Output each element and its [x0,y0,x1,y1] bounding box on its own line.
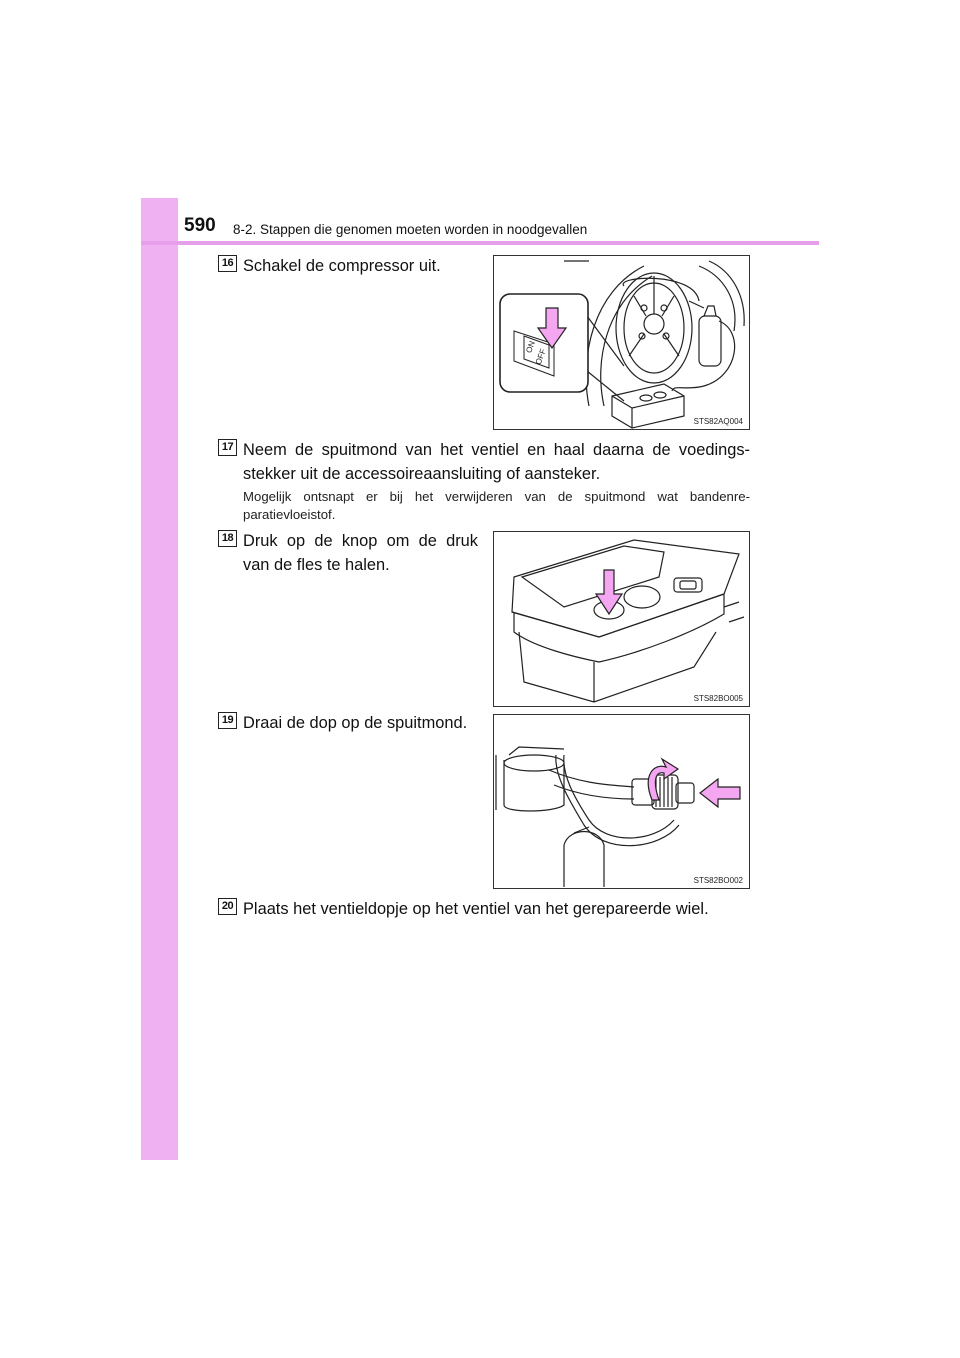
figure-compressor-off [493,255,750,430]
arrow-left-icon [700,779,740,807]
step-17-note-line1: Mogelijk ontsnapt er bij het verwijderen van de spuitmond wat bandenre- [243,489,750,504]
step-17-text-line2: stekker uit de accessoireaansluiting of aansteker. [243,465,601,483]
section-title: 8-2. Stappen die genomen moeten worden in noodgevallen [233,222,588,237]
header-rule [141,241,819,245]
sidebar-tab [141,198,178,1160]
step-20-text: Plaats het ventieldopje op het ventiel van het gerepareerde wiel. [243,900,709,918]
step-badge-16: 16 [218,255,237,272]
step-18-text-line2: van de fles te halen. [243,556,390,574]
arrow-down-icon [596,570,622,614]
switch-label-off: OFF [533,347,548,366]
figure-nozzle-cap [493,714,750,889]
figure-code: STS82AQ004 [693,417,743,426]
step-19-text: Draai de dop op de spuitmond. [243,714,468,732]
step-badge-20: 20 [218,898,237,915]
step-17-text-line1: Neem de spuitmond van het ventiel en haal daarna de voedings- [243,441,750,459]
step-18-text-line1: Druk op de knop om de druk [243,532,478,550]
step-badge-18: 18 [218,530,237,547]
step-badge-19: 19 [218,712,237,729]
switch-label-on: ON [524,339,537,355]
step-16-text: Schakel de compressor uit. [243,257,441,275]
rotate-arrow-icon [648,759,678,800]
step-badge-17: 17 [218,439,237,456]
figure-bottle-button [493,531,750,707]
figure-code: STS82BO005 [693,694,743,703]
figure-code: STS82BO002 [693,876,743,885]
step-17-note-line2: paratievloeistof. [243,507,336,522]
page-number: 590 [184,215,216,236]
